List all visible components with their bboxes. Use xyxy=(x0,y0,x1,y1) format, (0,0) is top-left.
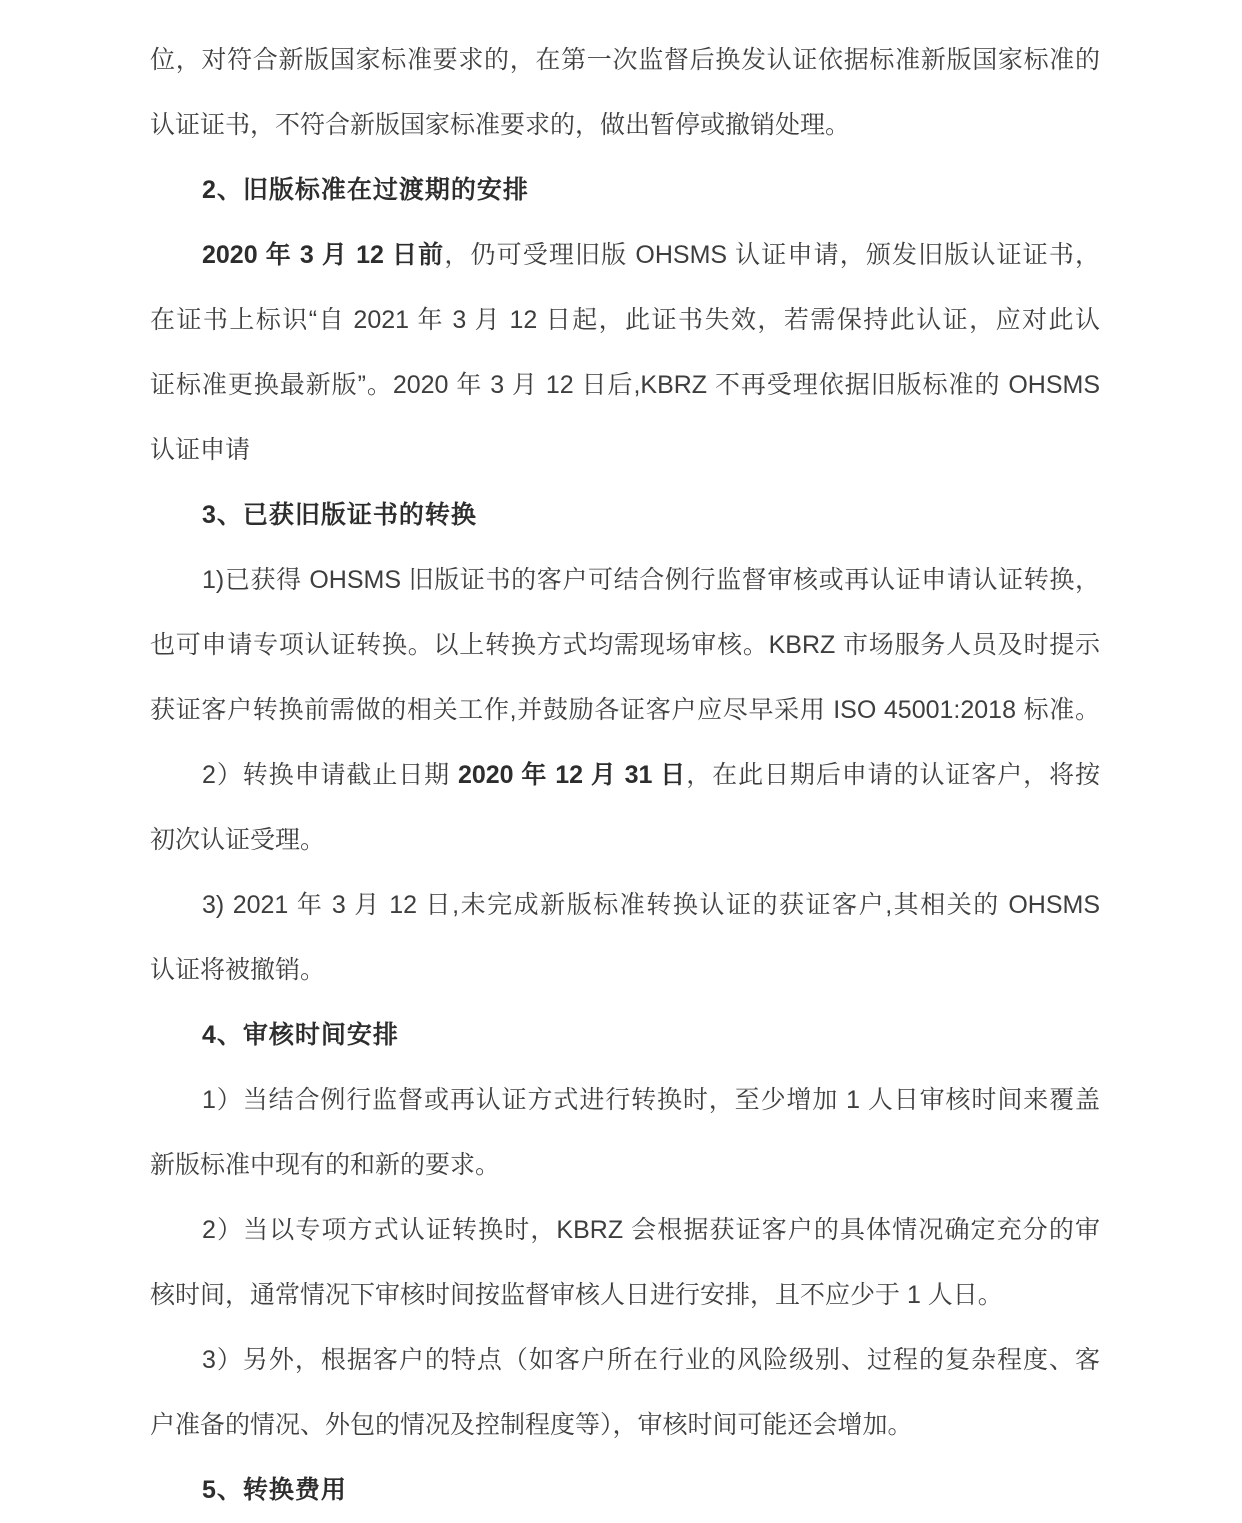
text-run: 新版标准中现有的和新的要求。 xyxy=(150,1151,501,1179)
text-run: 核时间，通常情况下审核时间按监督审核人日进行安排，且不应少于 1 人日。 xyxy=(150,1281,1003,1309)
text-line xyxy=(150,1133,1100,1198)
text-line xyxy=(150,873,1100,938)
section-heading xyxy=(150,158,1100,223)
text-run: 也可申请专项认证转换。以上转换方式均需现场审核。KBRZ 市场服务人员及时提示 xyxy=(150,631,1100,659)
text-line xyxy=(150,743,1100,808)
bold-text-run: 2020 年 3 月 12 日前 xyxy=(202,241,445,269)
text-line xyxy=(150,1393,1100,1458)
text-line xyxy=(150,1263,1100,1328)
section-heading xyxy=(150,1458,1100,1523)
text-run: 位，对符合新版国家标准要求的，在第一次监督后换发认证依据标准新版国家标准的 xyxy=(150,46,1100,74)
text-line xyxy=(150,678,1100,743)
text-line xyxy=(150,28,1100,93)
bold-text-run: 2020 年 12 月 31 日 xyxy=(457,761,687,789)
bold-text-run: 3、已获旧版证书的转换 xyxy=(202,501,477,529)
text-line xyxy=(150,1068,1100,1133)
text-run: ，仍可受理旧版 OHSMS 认证申请，颁发旧版认证证书， xyxy=(444,241,1100,269)
text-run: 2）转换申请截止日期 xyxy=(202,761,458,789)
text-run: 3）另外，根据客户的特点（如客户所在行业的风险级别、过程的复杂程度、客 xyxy=(202,1346,1100,1374)
text-line xyxy=(150,613,1100,678)
text-line xyxy=(150,808,1100,873)
text-run: 获证客户转换前需做的相关工作,并鼓励各证客户应尽早采用 ISO 45001:2018 标准。 xyxy=(150,696,1100,724)
text-run: 1）当结合例行监督或再认证方式进行转换时，至少增加 1 人日审核时间来覆盖 xyxy=(202,1086,1100,1114)
text-run: 在证书上标识“自 2021 年 3 月 12 日起，此证书失效，若需保持此认证，应对此认 xyxy=(150,306,1100,334)
section-heading xyxy=(150,483,1100,548)
bold-text-run: 2、旧版标准在过渡期的安排 xyxy=(202,176,529,204)
text-line xyxy=(150,353,1100,418)
text-run: 户准备的情况、外包的情况及控制程度等），审核时间可能还会增加。 xyxy=(150,1411,913,1439)
text-line xyxy=(150,1198,1100,1263)
text-run: 3) 2021 年 3 月 12 日,未完成新版标准转换认证的获证客户,其相关的 OHSMS xyxy=(202,891,1100,919)
text-line xyxy=(150,288,1100,353)
text-run: ，在此日期后申请的认证客户，将按 xyxy=(686,761,1100,789)
text-run: 1)已获得 OHSMS 旧版证书的客户可结合例行监督审核或再认证申请认证转换， xyxy=(202,566,1100,594)
text-run: 证标准更换最新版”。2020 年 3 月 12 日后,KBRZ 不再受理依据旧版标准的 OHSMS xyxy=(150,371,1100,399)
bold-text-run: 5、转换费用 xyxy=(202,1476,347,1504)
text-run: 初次认证受理。 xyxy=(150,826,326,854)
text-line xyxy=(150,93,1100,158)
text-line xyxy=(150,548,1100,613)
document-page xyxy=(150,28,1100,1523)
text-line xyxy=(150,1328,1100,1393)
bold-text-run: 4、审核时间安排 xyxy=(202,1021,399,1049)
text-line xyxy=(150,938,1100,1003)
document-body xyxy=(150,28,1100,1523)
text-run: 认证申请 xyxy=(150,436,251,464)
text-run: 认证证书，不符合新版国家标准要求的，做出暂停或撤销处理。 xyxy=(150,111,851,139)
text-line xyxy=(150,418,1100,483)
section-heading xyxy=(150,1003,1100,1068)
text-line xyxy=(150,223,1100,288)
text-run: 2）当以专项方式认证转换时，KBRZ 会根据获证客户的具体情况确定充分的审 xyxy=(202,1216,1100,1244)
text-run: 认证将被撤销。 xyxy=(150,956,326,984)
